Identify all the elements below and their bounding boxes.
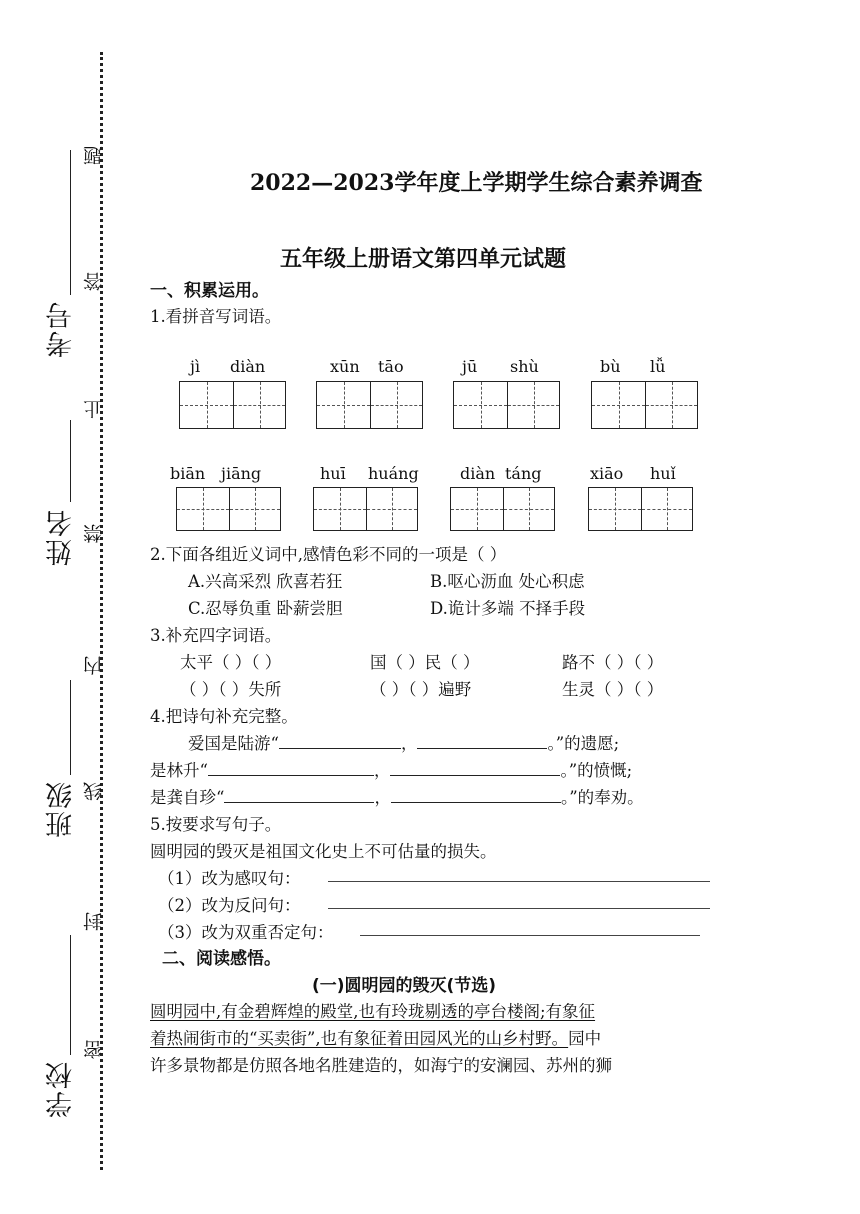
passage-line-2-underlined: 着热闹街市的“买卖街”,也有象征着田园风光的山乡村野。 (150, 1029, 569, 1048)
pinyin-ju: jū (462, 357, 478, 376)
seal-char-feng: 封 (83, 912, 105, 931)
writing-grid-7[interactable] (450, 487, 555, 531)
writing-grid-1[interactable] (179, 381, 286, 429)
seal-char-da: 答 (83, 272, 105, 291)
q4-line-1 (188, 730, 619, 754)
pinyin-huang: huáng (368, 464, 419, 483)
pinyin-ji: jì (190, 357, 201, 376)
q5-sub-2: （2）改为反问句： (158, 896, 301, 915)
pinyin-shu: shù (510, 357, 539, 376)
q2-label: 2.下面各组近义词中,感情色彩不同的一项是（ ） (150, 545, 507, 564)
writing-grid-3[interactable] (453, 381, 560, 429)
q5-sub-3: （3）改为双重否定句： (158, 923, 334, 942)
q4-line-2 (150, 757, 632, 781)
q2-option-b: B.呕心沥血 处心积虑 (430, 572, 585, 591)
q4-blank-1[interactable] (279, 732, 401, 749)
q5-sub-1: （1）改为感叹句： (158, 869, 301, 888)
passage-title: (一)圆明园的毁灭(节选) (312, 976, 497, 996)
part2-heading: 二、阅读感悟。 (162, 949, 281, 969)
seal-char-jin: 禁 (83, 524, 105, 543)
writing-grid-2[interactable] (316, 381, 423, 429)
name-line (70, 420, 71, 502)
q4-line3-comma: ， (374, 788, 391, 807)
class-label: 班级 (46, 780, 77, 838)
pinyin-tang: táng (505, 464, 542, 483)
q2-option-d: D.诡计多端 不择手段 (430, 599, 586, 618)
q4-line2-end: 。”的愤慨; (560, 761, 633, 780)
q3-item-3: 路不（ ）（ ） (562, 653, 664, 672)
pinyin-lv: lǚ (650, 357, 666, 376)
seal-char-nei: 内 (83, 656, 105, 675)
q4-blank-6[interactable] (391, 786, 561, 803)
q5-sentence: 圆明园的毁灭是祖国文化史上不可估量的损失。 (150, 842, 497, 861)
q3-item-4: （ ）（ ）失所 (180, 680, 282, 699)
passage-line-2 (150, 1025, 601, 1049)
exam-number-line (70, 150, 71, 295)
q4-line2-comma: ， (373, 761, 391, 780)
seal-char-ti: 题 (83, 146, 105, 165)
q4-line1-end: 。”的遗愿; (547, 734, 620, 753)
exam-subtitle: 五年级上册语文第四单元试题 (280, 246, 567, 272)
q5-answer-line-2[interactable] (328, 908, 710, 909)
q4-blank-4[interactable] (390, 759, 560, 776)
seal-char-mi: 密 (83, 1040, 105, 1059)
q4-label: 4.把诗句补充完整。 (150, 707, 298, 726)
exam-number-label: 考号 (46, 300, 77, 358)
writing-grid-5[interactable] (176, 487, 281, 531)
writing-grid-8[interactable] (588, 487, 693, 531)
q3-item-2: 国（ ）民（ ） (370, 653, 480, 672)
pinyin-bian: biān (170, 464, 206, 483)
binding-dotted-line (100, 52, 103, 1170)
writing-grid-4[interactable] (591, 381, 698, 429)
pinyin-hui2: huǐ (650, 464, 676, 483)
exam-title: 2022—2023学年度上学期学生综合素养调查 (250, 170, 703, 196)
seal-char-xian: 线 (83, 782, 105, 801)
pinyin-jiang: jiāng (221, 464, 262, 483)
school-label: 学校 (46, 1060, 77, 1118)
q4-line2-lead: 是林升“ (150, 761, 208, 780)
passage-line-1: 圆明园中,有金碧辉煌的殿堂,也有玲珑剔透的亭台楼阁;有象征 (150, 1002, 596, 1021)
name-label: 姓名 (46, 508, 77, 566)
part1-heading: 一、积累运用。 (150, 281, 269, 301)
passage-line-2-tail: 园中 (568, 1029, 602, 1048)
q4-line3-end: 。”的奉劝。 (560, 788, 644, 807)
passage-line-3: 许多景物都是仿照各地名胜建造的，如海宁的安澜园、苏州的狮 (150, 1056, 612, 1075)
school-line (70, 935, 71, 1055)
q4-blank-3[interactable] (208, 759, 374, 776)
pinyin-xun: xūn (330, 357, 360, 376)
q5-answer-line-3[interactable] (360, 935, 700, 936)
q3-label: 3.补充四字词语。 (150, 626, 282, 645)
class-line (70, 680, 71, 775)
q3-item-5: （ ）（ ）遍野 (370, 680, 472, 699)
seal-char-zhi: 止 (83, 400, 105, 419)
q4-blank-5[interactable] (224, 786, 374, 803)
writing-grid-6[interactable] (313, 487, 418, 531)
q4-line1-lead: 爱国是陆游“ (188, 734, 279, 753)
q4-line-3 (150, 784, 644, 808)
pinyin-dian2: diàn (460, 464, 496, 483)
pinyin-hui: huī (320, 464, 346, 483)
pinyin-bu: bù (600, 357, 621, 376)
q3-item-1: 太平（ ）（ ） (180, 653, 282, 672)
pinyin-xiao: xiāo (590, 464, 624, 483)
q4-line1-comma: ， (400, 734, 418, 753)
q4-blank-2[interactable] (417, 732, 547, 749)
q2-option-a: A.兴高采烈 欣喜若狂 (188, 572, 343, 591)
pinyin-dian: diàn (230, 357, 266, 376)
q5-label: 5.按要求写句子。 (150, 815, 282, 834)
q1-label: 1.看拼音写词语。 (150, 307, 282, 326)
q2-option-c: C.忍辱负重 卧薪尝胆 (188, 599, 343, 618)
q3-item-6: 生灵（ ）（ ） (562, 680, 664, 699)
pinyin-tao: tāo (378, 357, 404, 376)
q5-answer-line-1[interactable] (328, 881, 710, 882)
q4-line3-lead: 是龚自珍“ (150, 788, 225, 807)
